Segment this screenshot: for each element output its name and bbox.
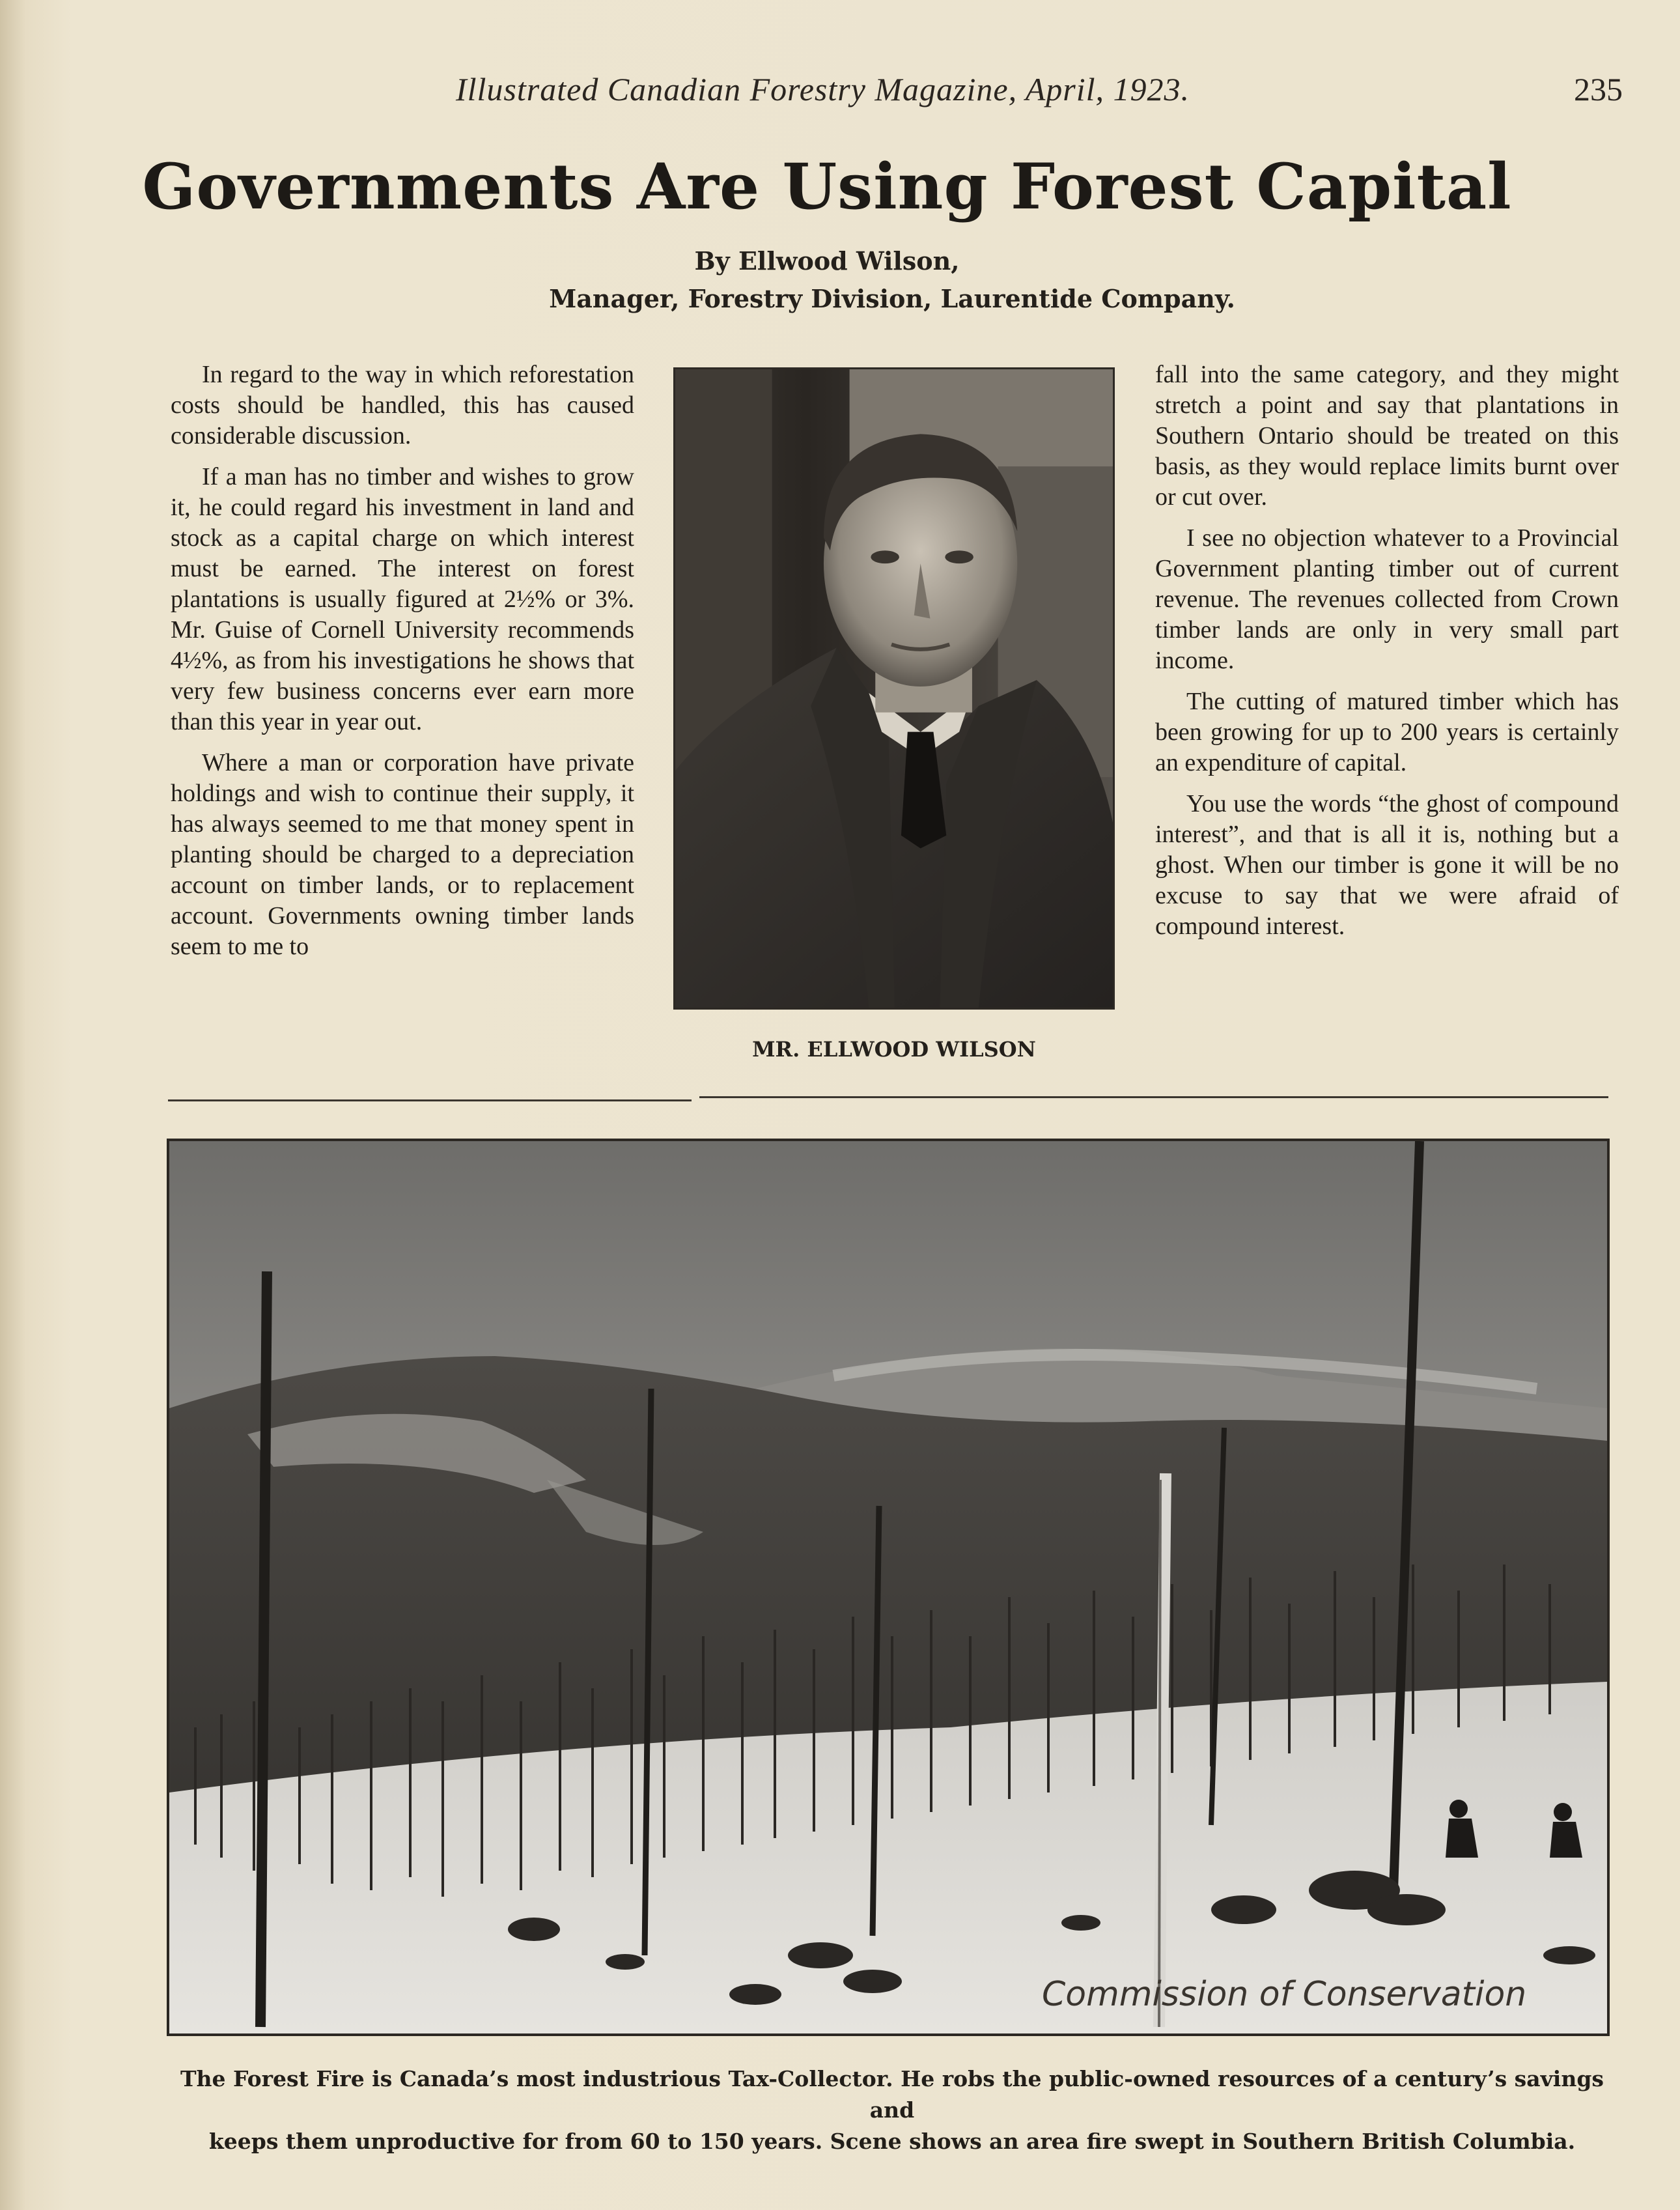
page-number: 235: [1574, 71, 1623, 107]
paragraph: The cutting of matured timber which has been growing for up to 200 years is certainly an expenditure of capital.: [1155, 688, 1619, 776]
landscape-photo: [167, 1139, 1610, 2036]
portrait-caption: MR. ELLWOOD WILSON: [752, 1037, 1036, 1062]
caption-line: The Forest Fire is Canada’s most industrious Tax-Collector. He robs the public-owned resources of a century’s savings and: [180, 2066, 1604, 2123]
article-byline: By Ellwood Wilson,: [694, 246, 960, 276]
running-head: Illustrated Canadian Forestry Magazine, April, 1923.: [456, 71, 1190, 107]
caption-line: keeps them unproductive for from 60 to 150 years. Scene shows an area fire swept in Southern British Columbia.: [208, 2129, 1576, 2154]
paragraph: In regard to the way in which reforestation costs should be handled, this has caused considerable discussion.: [171, 361, 634, 449]
paragraph: Where a man or corporation have private holdings and wish to continue their supply, it has always seemed to me that money spent in planting should be charged to a depreciation account on timber lands, or to replacement account. Governments owning timber lands seem to me to: [171, 749, 634, 960]
portrait-illustration: [675, 369, 1113, 1008]
section-rule: [168, 1099, 692, 1101]
photo-caption: [156, 2063, 1628, 2157]
burnt-forest-illustration: [169, 1141, 1607, 2033]
article-title: Governments Are Using Forest Capital: [142, 150, 1512, 223]
section-rule: [699, 1096, 1608, 1098]
paragraph: fall into the same category, and they might stretch a point and say that plantations in Southern Ontario should be treated on this basis, as they would replace limits burnt over or cut over.: [1155, 361, 1619, 511]
paragraph: I see no objection whatever to a Provincial Government planting timber out of current revenue. The revenues collected from Crown timber lands are only in very small part income.: [1155, 524, 1619, 674]
photo-credit: Commission of Conservation: [1042, 1975, 1527, 2014]
left-column: [171, 360, 634, 972]
paragraph: If a man has no timber and wishes to grow it, he could regard his investment in land and stock as a capital charge on which interest must be earned. The interest on forest plantations is usually figured at 2½% or 3%. Mr. Guise of Cornell University recommends 4½%, as from his investigations he shows that very few business concerns ever earn more than this year in year out.: [171, 463, 634, 735]
right-column: [1155, 360, 1619, 952]
portrait-photo: [673, 367, 1115, 1010]
article-affiliation: Manager, Forestry Division, Laurentide Company.: [549, 284, 1235, 313]
paragraph: You use the words “the ghost of compound interest”, and that is all it is, nothing but a ghost. When our timber is gone it will be no excuse to say that we were afraid of compound interest.: [1155, 790, 1619, 940]
